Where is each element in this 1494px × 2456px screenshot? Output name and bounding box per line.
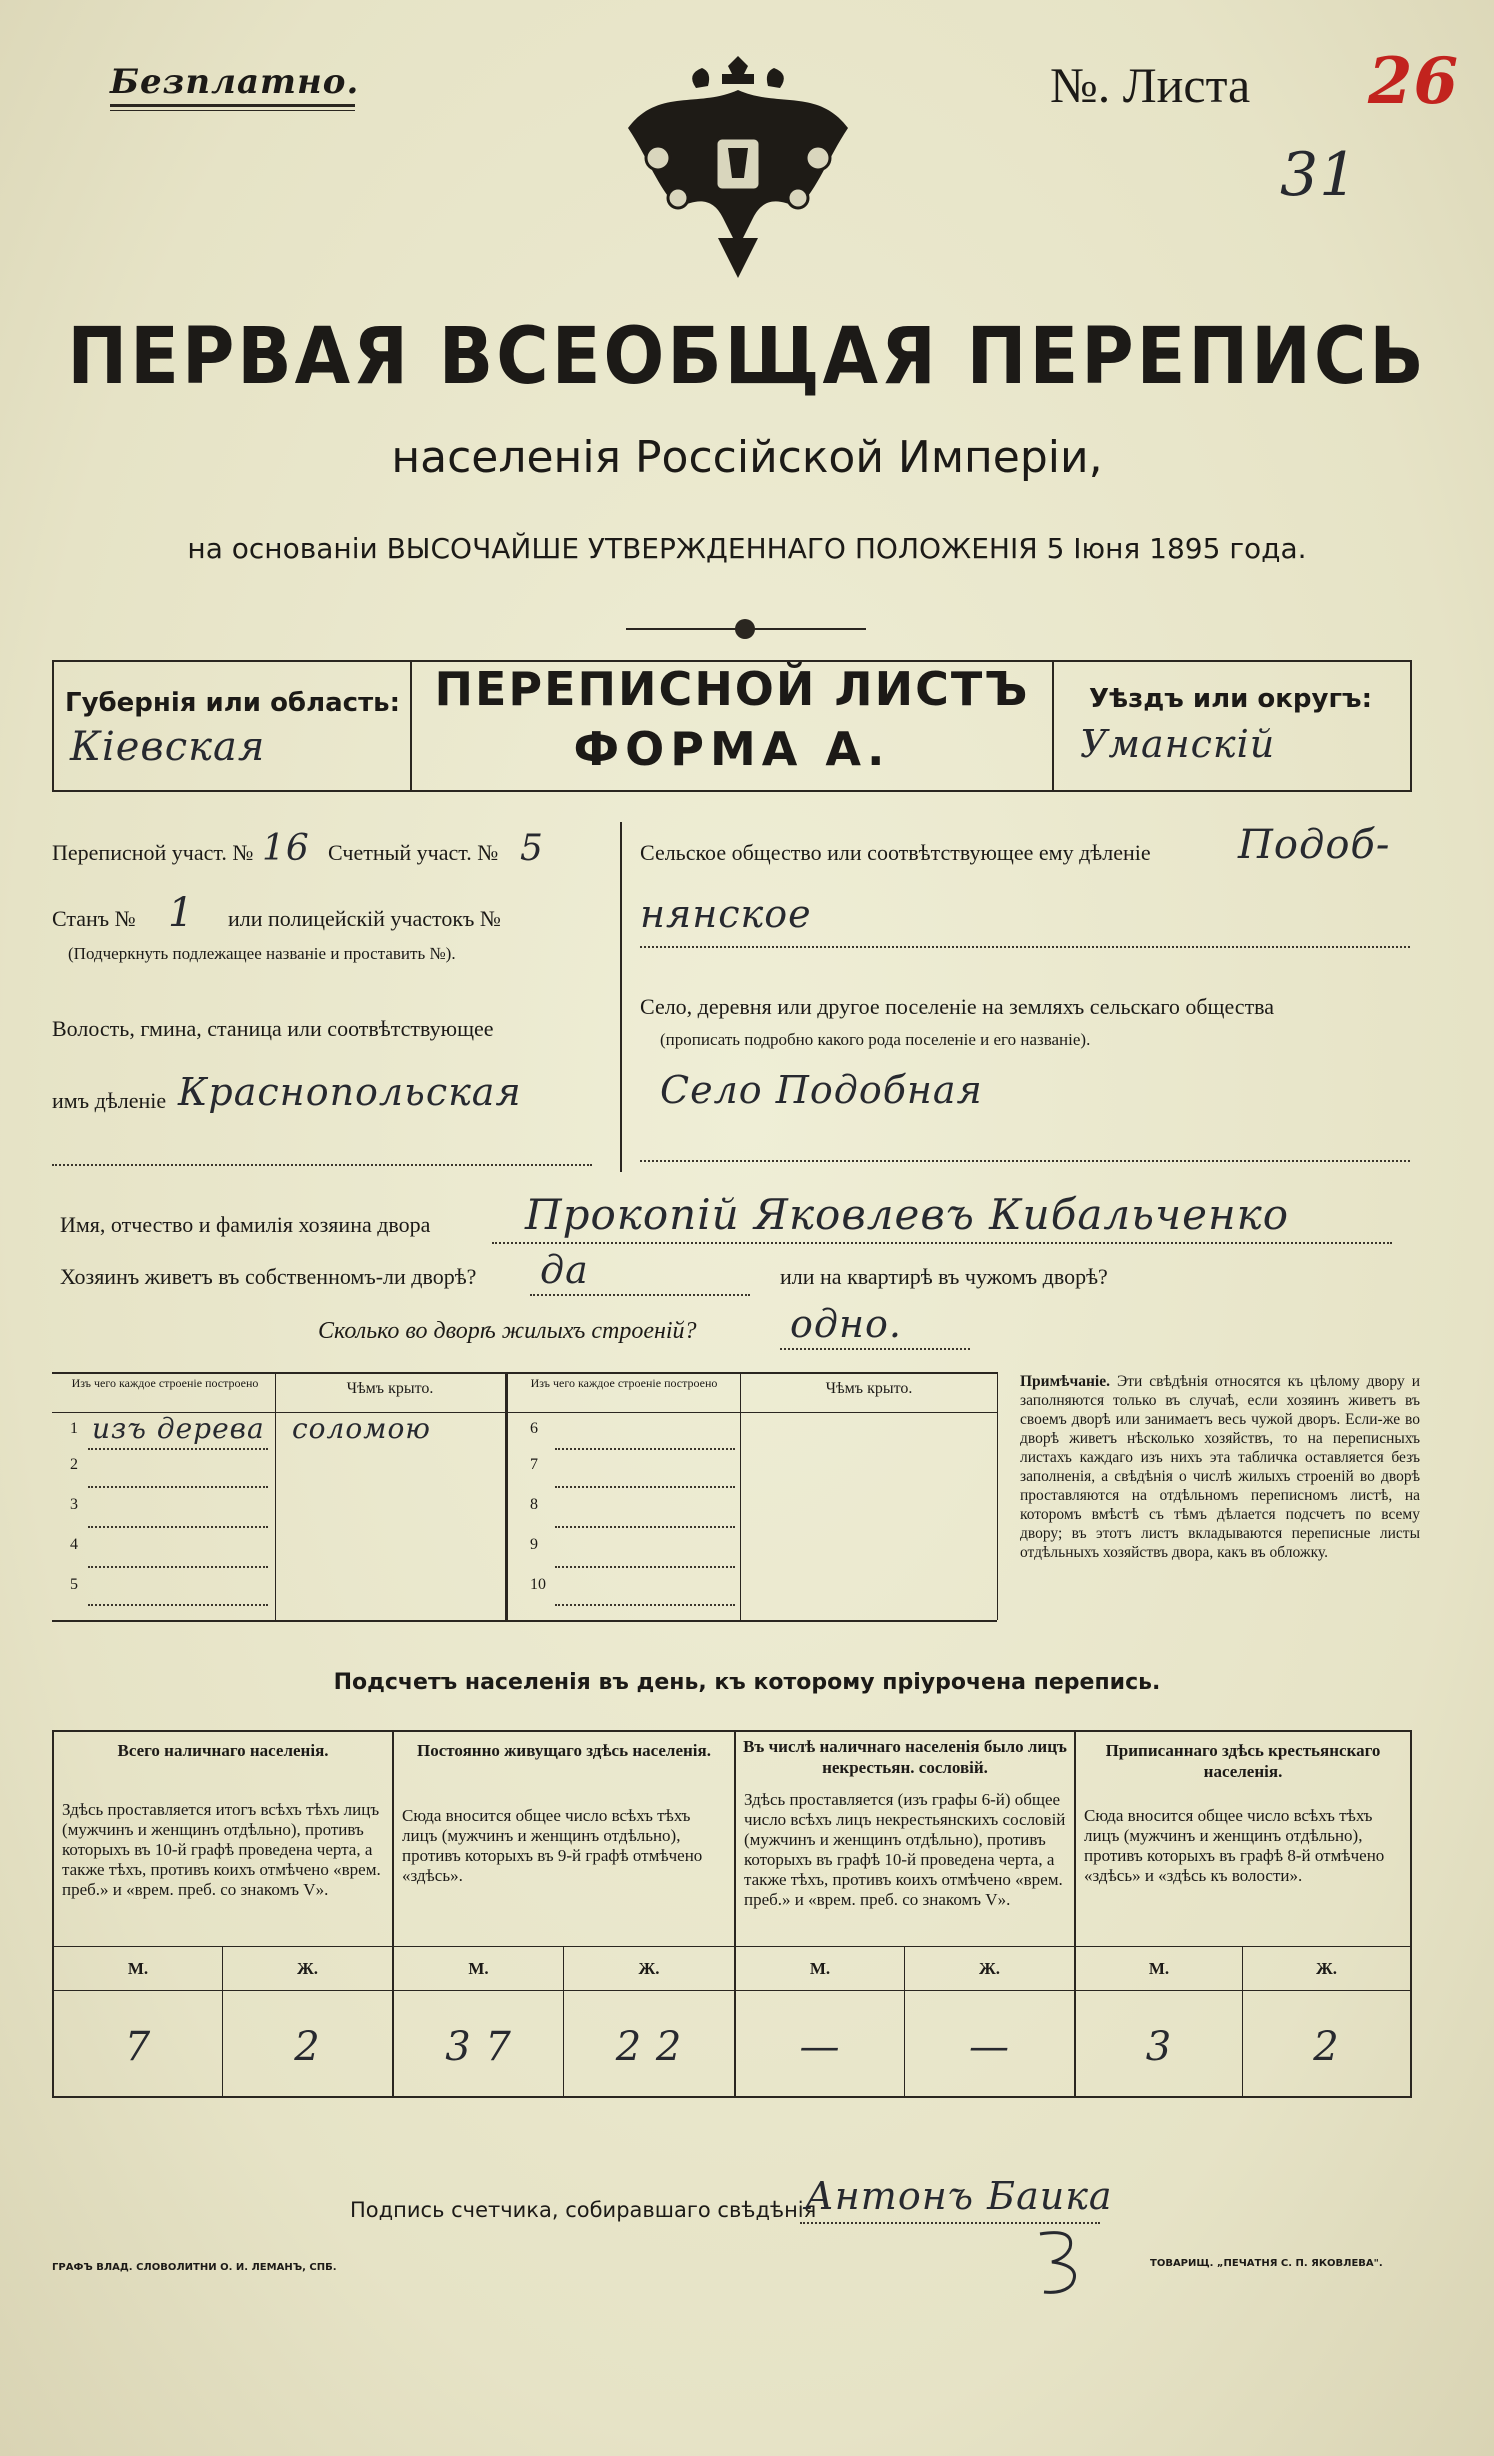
pop-col-1-title: Всего наличнаго населенія. — [117, 1741, 329, 1760]
row-num-8: 8 — [530, 1496, 538, 1513]
owner-name-dotted-line — [492, 1242, 1392, 1244]
row-line-10 — [555, 1604, 735, 1606]
pop-col-3-title: Въ числѣ наличнаго населенія было лицъ некрестьян. сословій. — [743, 1737, 1067, 1777]
row-num-4: 4 — [70, 1536, 78, 1553]
free-label: Безплатно. — [110, 62, 360, 102]
printer-right: ТОВАРИЩ. „ПЕЧАТНЯ С. П. ЯКОВЛЕВА". — [1150, 2258, 1383, 2269]
buildings-note-text: Эти свѣдѣнія относятся къ цѣлому двору и заполняются только въ случаѣ, если хозяинъ живетъ въ своемъ дворѣ или занимаетъ весь чужой дворъ. Если-же во дворѣ живетъ нѣсколько хозяйствъ, то на переписныхъ листахъ каждаго изъ нихъ эта табличка оставляется безъ заполненія, а свѣдѣнія о числѣ жилыхъ строеній во дворѣ проставляются на отдѣльномъ переписномъ листѣ, на которомъ вмѣстѣ съ тѣмъ дѣлается подсчетъ по всему двору; въ этотъ листъ вкладываются переписные листы отдѣльныхъ хозяйствъ двора, какъ въ обложку. — [1020, 1373, 1421, 1561]
pop-col-1-male-label: М. — [127, 1959, 149, 1978]
pop-col-1-female-label: Ж. — [296, 1959, 319, 1978]
own-yard-value: да — [540, 1248, 589, 1292]
pop-table-bottom — [52, 2096, 1412, 2098]
row-line-9 — [555, 1566, 735, 1568]
row-material-1: изъ дерева — [92, 1412, 265, 1445]
society-value-1: Подоб- — [1238, 822, 1391, 868]
sheet-number-handwritten: 31 — [1280, 140, 1359, 210]
owner-name-label: Имя, отчество и фамилія хозяина двора — [60, 1212, 431, 1237]
row-num-3: 3 — [70, 1496, 78, 1513]
form-subtitle: ФОРМА А. — [573, 722, 891, 776]
pop-col-4-male-label: М. — [1148, 1959, 1170, 1978]
pop-col-3-female-label: Ж. — [978, 1959, 1001, 1978]
signature-label: Подпись счетчика, собиравшаго свѣдѣнія — [350, 2198, 817, 2222]
gubernia-label: Губернія или область: — [65, 688, 400, 718]
buildings-table-top — [52, 1372, 997, 1374]
buildings-col-header-material-right: Изъ чего каждое строеніе построено — [530, 1376, 718, 1390]
free-label-underline — [110, 104, 355, 107]
row-num-9: 9 — [530, 1536, 538, 1553]
count-district-value: 5 — [520, 828, 544, 869]
row-roof-1: соломою — [292, 1412, 431, 1445]
row-line-8 — [555, 1526, 735, 1528]
row-line-1 — [88, 1448, 268, 1450]
row-line-2 — [88, 1486, 268, 1488]
buildings-note-title: Примѣчаніе. — [1020, 1373, 1110, 1390]
pop-col-2-male-value: 3 7 — [445, 2024, 512, 2070]
buildings-col-div-2 — [740, 1372, 741, 1620]
buildings-label: Сколько во дворѣ жилыхъ строеній? — [318, 1318, 697, 1344]
pop-col-2-desc: Сюда вносится общее число всѣхъ тѣхъ лицъ (мужчинъ и женщинъ отдѣльно), противъ которыхъ въ 9-й графѣ отмѣчено «здѣсь». — [402, 1806, 703, 1885]
sheet-number-red: 26 — [1368, 44, 1460, 119]
buildings-col-div-1 — [275, 1372, 276, 1620]
pop-col-1-female-value: 2 — [294, 2024, 321, 2070]
pop-col-4-desc: Сюда вносится общее число всѣхъ тѣхъ лицъ (мужчинъ и женщинъ отдѣльно), противъ которыхъ въ графѣ 8-й отмѣчено «здѣсь» и «здѣсь къ волости». — [1084, 1806, 1385, 1885]
pop-col-2-male-label: М. — [468, 1959, 489, 1978]
census-district-value: 16 — [262, 828, 310, 869]
row-line-6 — [555, 1448, 735, 1450]
census-subtitle: населенія Россійской Имперіи, — [391, 432, 1103, 483]
volost-value: Краснопольская — [178, 1070, 522, 1114]
pop-table-mf-line — [52, 1946, 1412, 1947]
buildings-col-header-roof: Чѣмъ крыто. — [346, 1380, 434, 1397]
pop-col-3-male-label: М. — [809, 1959, 831, 1978]
pop-col-4-title: Приписаннаго здѣсь крестьянскаго населенія. — [1105, 1741, 1381, 1781]
village-dotted-line — [640, 1160, 1410, 1162]
society-value-2: нянское — [640, 892, 812, 936]
form-title: ПЕРЕПИСНОЙ ЛИСТЪ — [434, 662, 1030, 716]
stan-label: Станъ № — [52, 906, 136, 931]
pop-col-4-female-label: Ж. — [1315, 1959, 1338, 1978]
signature-flourish — [1030, 2226, 1090, 2296]
signature-value: Антонъ Баика — [805, 2174, 1113, 2218]
population-heading: Подсчетъ населенія въ день, къ которому пріурочена перепись. — [333, 1670, 1161, 1695]
pop-col-3-female-value: — — [969, 2024, 1010, 2070]
top-box-right — [1410, 660, 1412, 790]
row-line-3 — [88, 1526, 268, 1528]
signature-dotted-line — [800, 2222, 1100, 2224]
row-num-5: 5 — [70, 1576, 78, 1593]
pop-col-2-female-label: Ж. — [638, 1959, 660, 1978]
volost-label-2: имъ дѣленіе — [52, 1088, 167, 1113]
owner-name-value: Прокопій Яковлевъ Кибальченко — [525, 1190, 1290, 1239]
pop-col-right — [1410, 1730, 1412, 2098]
uezd-label: Уѣздъ или округъ: — [1089, 684, 1372, 714]
row-num-7: 7 — [530, 1456, 538, 1473]
row-num-1: 1 — [70, 1420, 78, 1437]
ornament-center — [735, 619, 755, 639]
buildings-col-header-roof-right: Чѣмъ крыто. — [825, 1380, 913, 1397]
row-num-10: 10 — [530, 1576, 546, 1593]
pop-col-2-title: Постоянно живущаго здѣсь населенія. — [417, 1741, 711, 1760]
pop-table-values-line — [52, 1990, 1412, 1991]
village-label: Село, деревня или другое поселеніе на земляхъ сельскаго общества — [640, 994, 1275, 1019]
row-line-5 — [88, 1604, 268, 1606]
buildings-value: одно. — [790, 1302, 902, 1346]
imperial-eagle-emblem — [618, 48, 858, 280]
row-num-2: 2 — [70, 1456, 78, 1473]
pop-col-1-male-value: 7 — [124, 2024, 152, 2070]
census-title: ПЕРВАЯ ВСЕОБЩАЯ ПЕРЕПИСЬ — [67, 312, 1427, 402]
buildings-col-div-mid — [505, 1372, 508, 1620]
buildings-dotted-line — [780, 1348, 970, 1350]
own-yard-dotted-line — [530, 1294, 750, 1296]
pop-col-1-desc: Здѣсь проставляется итогъ всѣхъ тѣхъ лицъ (мужчинъ и женщинъ отдѣльно), противъ которыхъ въ 10-й графѣ проведена черта, а также тѣхъ, противъ коихъ отмѣчено «врем. преб.» и «врем. преб. со знакомъ V». — [62, 1800, 381, 1899]
pop-col-3-desc: Здѣсь проставляется (изъ графы 6-й) общее число всѣхъ лицъ некрестьянскихъ сословій (мужчинъ и женщинъ отдѣльно), противъ которыхъ въ графѣ 10-й проведена черта, а также тѣхъ, противъ коихъ отмѣчено «врем. преб.» и «врем. преб. со знакомъ V». — [744, 1790, 1066, 1909]
village-value: Село Подобная — [660, 1068, 983, 1112]
census-district-label: Переписной участ. № — [52, 840, 254, 865]
underline-note: (Подчеркнуть подлежащее названіе и проставить №). — [68, 944, 456, 963]
buildings-table-bottom — [52, 1620, 997, 1622]
police-label: или полицейскій участокъ № — [228, 906, 501, 931]
top-box-left — [52, 660, 54, 790]
volost-dotted-line — [52, 1164, 592, 1166]
rent-label: или на квартирѣ въ чужомъ дворѣ? — [780, 1264, 1108, 1289]
location-divider — [620, 822, 622, 1172]
top-box-bottom — [52, 790, 1412, 792]
top-box-div-2 — [1052, 660, 1054, 790]
stan-value: 1 — [168, 890, 195, 936]
row-num-6: 6 — [530, 1420, 538, 1437]
row-line-4 — [88, 1566, 268, 1568]
buildings-col-header-material: Изъ чего каждое строеніе построено — [71, 1376, 259, 1390]
census-basis: на основаніи ВЫСОЧАЙШЕ УТВЕРЖДЕННАГО ПОЛОЖЕНІЯ 5 Іюня 1895 года. — [187, 532, 1307, 565]
society-label: Сельское общество или соотвѣтствующее ему дѣленіе — [640, 840, 1151, 865]
free-label-underline-2 — [110, 110, 355, 111]
society-dotted-line — [640, 946, 1410, 948]
uezd-value: Уманскій — [1080, 722, 1276, 766]
volost-label-1: Волость, гмина, станица или соотвѣтствующее — [52, 1016, 494, 1041]
row-line-7 — [555, 1486, 735, 1488]
gubernia-value: Кіевская — [70, 724, 266, 770]
count-district-label: Счетный участ. № — [328, 840, 499, 865]
buildings-note — [1020, 1372, 1420, 1562]
pop-col-2-female-value: 2 2 — [615, 2024, 683, 2070]
pop-col-3-male-value: — — [799, 2024, 841, 2070]
printer-left: ГРАФЪ ВЛАД. СЛОВОЛИТНИ О. И. ЛЕМАНЪ, СПБ. — [52, 2262, 337, 2273]
pop-col-4-female-value: 2 — [1313, 2024, 1340, 2070]
buildings-col-div-3 — [997, 1372, 998, 1620]
pop-table-top — [52, 1730, 1412, 1732]
village-note: (прописать подробно какого рода поселеніе и его названіе). — [660, 1030, 1091, 1049]
own-yard-label: Хозяинъ живетъ въ собственномъ-ли дворѣ? — [60, 1264, 477, 1289]
pop-col-4-male-value: 3 — [1145, 2024, 1173, 2070]
sheet-number-label: №. Листа — [1050, 57, 1251, 113]
